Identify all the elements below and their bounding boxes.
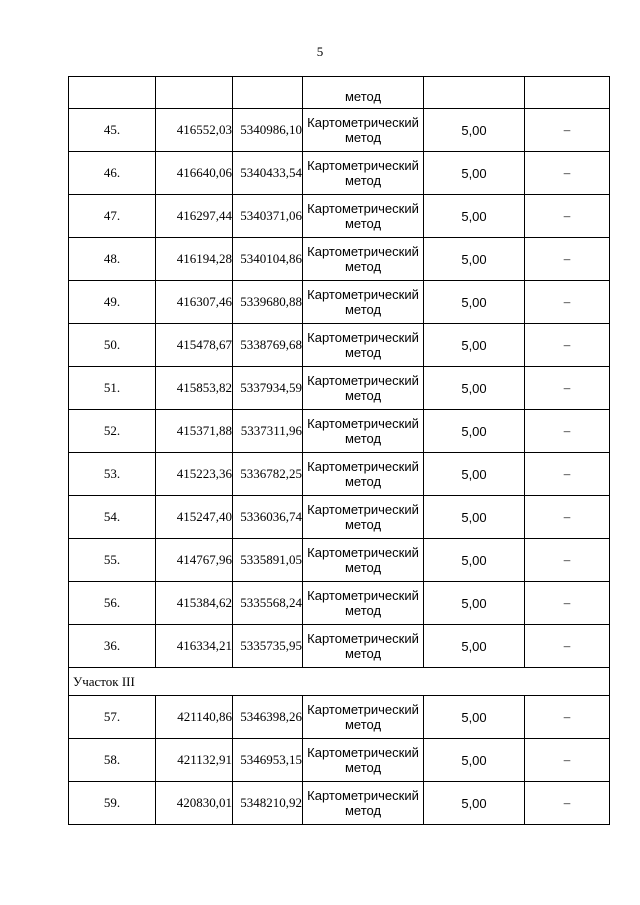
y-coordinate-cell: 5340433,54 [233, 152, 303, 195]
note-cell: – [525, 625, 610, 668]
method-cell [303, 739, 424, 782]
x-coordinate-cell: 415384,62 [156, 582, 233, 625]
method-line-1: Картометрический [307, 330, 419, 345]
x-coordinate-cell: 420830,01 [156, 782, 233, 825]
point-number-cell: 46. [69, 152, 156, 195]
method-cell [303, 324, 424, 367]
section-label: Участок III [69, 668, 610, 696]
method-line-2: метод [344, 717, 382, 732]
accuracy-cell: 5,00 [424, 453, 525, 496]
y-coordinate-cell: 5346953,15 [233, 739, 303, 782]
accuracy-cell: 5,00 [424, 782, 525, 825]
method-line-1: Картометрический [307, 702, 419, 717]
point-number-cell: 58. [69, 739, 156, 782]
y-coordinate-cell: 5337311,96 [233, 410, 303, 453]
x-coordinate-cell: 416334,21 [156, 625, 233, 668]
y-coordinate-cell: 5340371,06 [233, 195, 303, 238]
accuracy-cell: 5,00 [424, 195, 525, 238]
y-coordinate-cell: 5336782,25 [233, 453, 303, 496]
method-line-1: Картометрический [307, 115, 419, 130]
method-line-1: Картометрический [307, 788, 419, 803]
coordinates-table [68, 76, 610, 825]
y-coordinate-cell: 5340986,10 [233, 109, 303, 152]
point-number-cell: 54. [69, 496, 156, 539]
note-cell: – [525, 782, 610, 825]
accuracy-cell: 5,00 [424, 324, 525, 367]
x-coordinate-cell: 416297,44 [156, 195, 233, 238]
method-line-2: метод [344, 474, 382, 489]
method-line-2: метод [344, 388, 382, 403]
accuracy-cell: 5,00 [424, 152, 525, 195]
y-coordinate-cell: 5339680,88 [233, 281, 303, 324]
point-number-cell: 48. [69, 238, 156, 281]
note-cell: – [525, 195, 610, 238]
x-coordinate-cell: 415247,40 [156, 496, 233, 539]
method-line-1: Картометрический [307, 502, 419, 517]
accuracy-cell: 5,00 [424, 582, 525, 625]
method-line-1: Картометрический [307, 244, 419, 259]
point-number-cell: 45. [69, 109, 156, 152]
method-line-1: Картометрический [307, 416, 419, 431]
point-number-cell: 36. [69, 625, 156, 668]
table-row [69, 582, 610, 625]
accuracy-cell: 5,00 [424, 625, 525, 668]
note-cell: – [525, 324, 610, 367]
method-line-1: Картометрический [307, 158, 419, 173]
method-line-2: метод [344, 216, 382, 231]
note-cell: – [525, 739, 610, 782]
method-cell [303, 109, 424, 152]
accuracy-cell: 5,00 [424, 367, 525, 410]
table-row [69, 281, 610, 324]
x-coordinate-cell: 414767,96 [156, 539, 233, 582]
method-line-2: метод [344, 259, 382, 274]
point-number-cell: 51. [69, 367, 156, 410]
note-cell: – [525, 281, 610, 324]
table-row [69, 195, 610, 238]
accuracy-cell: 5,00 [424, 281, 525, 324]
x-coordinate-cell: 415853,82 [156, 367, 233, 410]
note-cell: – [525, 410, 610, 453]
x-coordinate-cell: 415371,88 [156, 410, 233, 453]
x-coordinate-cell: 416640,06 [156, 152, 233, 195]
method-cell [303, 367, 424, 410]
table-row [69, 625, 610, 668]
table-row [69, 782, 610, 825]
table-row [69, 324, 610, 367]
table-row [69, 367, 610, 410]
method-line-1: Картометрический [307, 459, 419, 474]
note-cell: – [525, 539, 610, 582]
method-line-1: Картометрический [307, 588, 419, 603]
accuracy-cell: 5,00 [424, 238, 525, 281]
note-cell: – [525, 152, 610, 195]
note-cell: – [525, 453, 610, 496]
point-number-cell: 56. [69, 582, 156, 625]
note-cell: – [525, 109, 610, 152]
accuracy-cell: 5,00 [424, 496, 525, 539]
point-number-cell: 52. [69, 410, 156, 453]
continuation-row [69, 77, 610, 109]
note-cell: – [525, 367, 610, 410]
method-cell [303, 496, 424, 539]
y-coordinate-cell: 5335891,05 [233, 539, 303, 582]
method-cell [303, 696, 424, 739]
accuracy-cell: 5,00 [424, 539, 525, 582]
y-coordinate-cell: 5340104,86 [233, 238, 303, 281]
method-cell [303, 453, 424, 496]
note-cell: – [525, 696, 610, 739]
method-line-1: Картометрический [307, 745, 419, 760]
y-coordinate-cell: 5346398,26 [233, 696, 303, 739]
x-coordinate-cell: 416194,28 [156, 238, 233, 281]
y-coordinate-cell: 5348210,92 [233, 782, 303, 825]
method-cell [303, 582, 424, 625]
point-number-cell: 55. [69, 539, 156, 582]
method-cell: метод [303, 77, 424, 109]
method-line-1: Картометрический [307, 287, 419, 302]
y-coordinate-cell: 5335735,95 [233, 625, 303, 668]
method-line-2: метод [344, 803, 382, 818]
method-line-2: метод [344, 560, 382, 575]
note-cell: – [525, 496, 610, 539]
point-number-cell: 59. [69, 782, 156, 825]
y-coordinate-cell [233, 77, 303, 109]
page-number: 5 [316, 44, 324, 59]
x-coordinate-cell: 416307,46 [156, 281, 233, 324]
table-row [69, 238, 610, 281]
method-cell [303, 152, 424, 195]
method-line-2: метод [344, 130, 382, 145]
x-coordinate-cell: 415478,67 [156, 324, 233, 367]
point-number-cell: 53. [69, 453, 156, 496]
table-row [69, 496, 610, 539]
accuracy-cell: 5,00 [424, 696, 525, 739]
method-line-2: метод [344, 173, 382, 188]
x-coordinate-cell [156, 77, 233, 109]
point-number-cell [69, 77, 156, 109]
method-line-2: метод [344, 760, 382, 775]
note-cell: – [525, 582, 610, 625]
method-line-2: метод [344, 603, 382, 618]
point-number-cell: 49. [69, 281, 156, 324]
accuracy-cell: 5,00 [424, 739, 525, 782]
method-line-2: метод [344, 302, 382, 317]
y-coordinate-cell: 5335568,24 [233, 582, 303, 625]
y-coordinate-cell: 5338769,68 [233, 324, 303, 367]
table-row [69, 109, 610, 152]
method-cell [303, 238, 424, 281]
y-coordinate-cell: 5337934,59 [233, 367, 303, 410]
method-line-1: Картометрический [307, 201, 419, 216]
method-cell [303, 625, 424, 668]
section-row [69, 668, 610, 696]
point-number-cell: 47. [69, 195, 156, 238]
table-row [69, 152, 610, 195]
accuracy-cell [424, 77, 525, 109]
table-row [69, 739, 610, 782]
method-cell [303, 782, 424, 825]
x-coordinate-cell: 416552,03 [156, 109, 233, 152]
y-coordinate-cell: 5336036,74 [233, 496, 303, 539]
table-row [69, 410, 610, 453]
table-row [69, 696, 610, 739]
method-line-1: Картометрический [307, 545, 419, 560]
method-line-2: метод [344, 431, 382, 446]
method-cell [303, 539, 424, 582]
method-line-1: Картометрический [307, 631, 419, 646]
x-coordinate-cell: 415223,36 [156, 453, 233, 496]
method-cell [303, 195, 424, 238]
table-row [69, 453, 610, 496]
point-number-cell: 57. [69, 696, 156, 739]
method-cell [303, 410, 424, 453]
accuracy-cell: 5,00 [424, 410, 525, 453]
table-row [69, 539, 610, 582]
note-cell: – [525, 238, 610, 281]
method-cell [303, 281, 424, 324]
note-cell [525, 77, 610, 109]
x-coordinate-cell: 421140,86 [156, 696, 233, 739]
method-line-2: метод [344, 345, 382, 360]
method-line-2: метод [344, 646, 382, 661]
accuracy-cell: 5,00 [424, 109, 525, 152]
method-line-2: метод [344, 517, 382, 532]
point-number-cell: 50. [69, 324, 156, 367]
method-line-1: Картометрический [307, 373, 419, 388]
x-coordinate-cell: 421132,91 [156, 739, 233, 782]
